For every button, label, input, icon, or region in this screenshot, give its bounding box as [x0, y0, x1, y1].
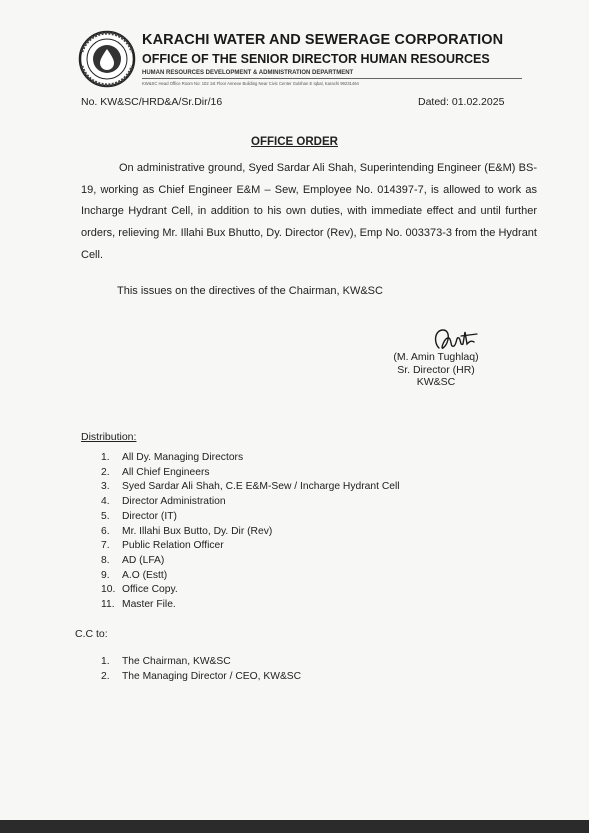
list-item: 1. The Chairman, KW&SC	[101, 656, 231, 667]
list-item: 9. A.O (Estt)	[101, 569, 168, 581]
list-item: 4. Director Administration	[101, 496, 226, 508]
distribution-list	[101, 451, 400, 613]
kwsc-logo-icon	[78, 30, 136, 88]
list-item: 8. AD (LFA)	[101, 554, 165, 566]
list-item: 3. Syed Sardar Ali Shah, C.E E&M-Sew / Incharge Hydrant Cell	[101, 481, 400, 493]
order-body: On administrative ground, Syed Sardar Ali Shah, Superintending Engineer (E&M) BS-19, working as Chief Engineer E&M – Sew, Employee No. 014397-7, is allowed to work as Incharge Hydrant Cell, in addition to his own duties, with immediate effect and until further orders, relieving Mr. Illahi Bux Bhutto, Dy. Director (Rev), Emp No. 003373-3 from the Hydrant Cell.	[81, 162, 537, 261]
directive-line: This issues on the directives of the Chairman, KW&SC	[117, 285, 383, 297]
letterhead-divider	[142, 78, 522, 79]
signatory-designation: Sr. Director (HR)	[397, 363, 475, 376]
cc-heading: C.C to:	[75, 628, 108, 640]
list-item: 10. Office Copy.	[101, 584, 178, 596]
signatory-name: (M. Amin Tughlaq)	[393, 351, 479, 363]
list-item: 6. Mr. Illahi Bux Butto, Dy. Dir (Rev)	[101, 525, 273, 537]
list-item: 1. All Dy. Managing Directors	[101, 452, 244, 463]
head-office-address: KW&SC Head Office Room No: 102 1st Floor Annexe Building Near Civic Center Gulshan E Iqbal, Karachi 99231464	[142, 81, 359, 86]
list-item: 11. Master File.	[101, 599, 176, 611]
date: Dated: 01.02.2025	[418, 96, 505, 108]
cc-list	[101, 654, 301, 684]
list-item: 5. Director (IT)	[101, 510, 177, 522]
reference-number: No. KW&SC/HRD&A/Sr.Dir/16	[81, 96, 223, 108]
list-item: 2. All Chief Engineers	[101, 466, 210, 478]
signatory-block	[376, 351, 496, 389]
department-name: HUMAN RESOURCES DEVELOPMENT & ADMINISTRATION DEPARTMENT	[142, 70, 354, 76]
distribution-heading: Distribution:	[81, 431, 137, 443]
org-name: KARACHI WATER AND SEWERAGE CORPORATION	[142, 32, 504, 48]
signatory-org: KW&SC	[416, 376, 456, 388]
letterhead	[78, 30, 518, 92]
list-item: 2. The Managing Director / CEO, KW&SC	[101, 671, 302, 682]
list-item: 7. Public Relation Officer	[101, 540, 224, 552]
document-title: OFFICE ORDER	[251, 136, 338, 148]
office-name: OFFICE OF THE SENIOR DIRECTOR HUMAN RESOURCES	[142, 52, 490, 66]
